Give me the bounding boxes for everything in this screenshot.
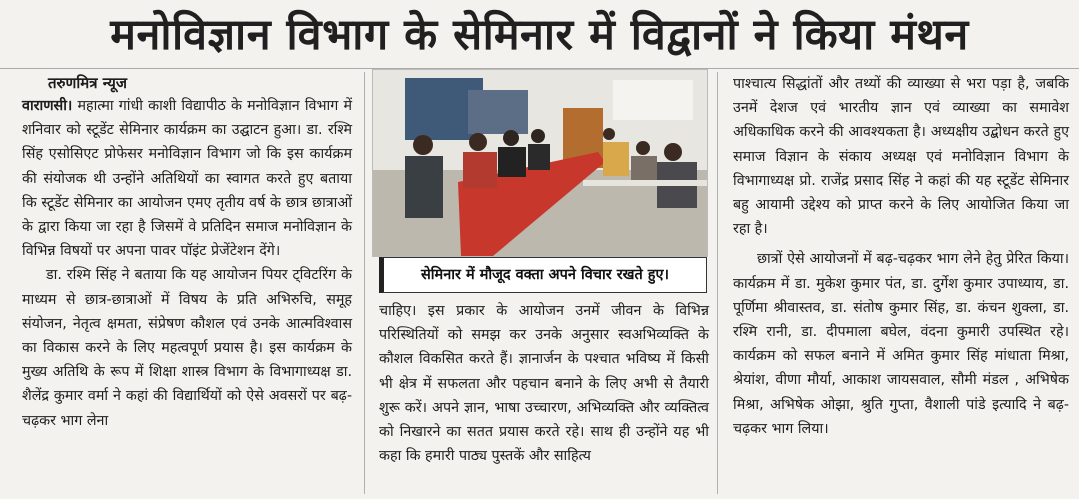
column-rule-1 [364, 72, 365, 494]
paragraph-3: चाहिए। इस प्रकार के आयोजन उनमें जीवन के विभिन्न परिस्थितियों को समझ कर उनके अनुसार स्वअभिव्यक्ति के कौशल विकसित करते हैं। ज्ञानार्जन के पश्चात भविष्य में किसी भी क्षेत्र में सफलता और पहचान बनाने के लिए अभी से तैयारी शुरू करें। अपने ज्ञान, भाषा उच्चारण, अभिव्यक्ति और व्यक्तित्व को निखारने का सतत प्रयास करते रहे। साथ ही उन्होंने यह भी कहा कि हमारी पाठ्य पुस्तकें और साहित्य [379, 303, 709, 465]
headline: मनोविज्ञान विभाग के सेमिनार में विद्वानों ने किया मंथन [110, 10, 969, 60]
article-column-2 [379, 299, 709, 468]
paragraph-2: डा. रश्मि सिंह ने बताया कि यह आयोजन पियर ट्विटरिंग के माध्यम से छात्र-छात्राओं में विषय के प्रति अभिरुचि, समूह संयोजन, नेतृत्व क्षमता, संप्रेषण कौशल एवं उनके आत्मविश्वास का विकास करने के लिए महत्वपूर्ण प्रयास है। इस कार्यक्रम के मुख्य अतिथि के रूप में शिक्षा शास्त्र विभाग के विभागाध्यक्ष डा. शैलेंद्र कुमार वर्मा ने कहां की विद्यार्थियों को ऐसे अवसरों पर बढ़-चढ़कर भाग लेना [22, 267, 352, 429]
byline: तरुणमित्र न्यूज [48, 74, 127, 92]
seminar-photo [372, 69, 708, 257]
article-column-3 [733, 72, 1069, 441]
paragraph-1-text: महात्मा गांधी काशी विद्यापीठ के मनोविज्ञान विभाग में शनिवार को स्टूडेंट सेमिनार कार्यक्रम का उद्घाटन हुआ। डा. रश्मि सिंह एसोसिएट प्रोफेसर मनोविज्ञान विभाग जो कि इस कार्यक्रम की संयोजक थी उन्होंने अतिथियों का स्वागत करते हुए बताया कि स्टूडेंट सेमिनार का आयोजन एमए तृतीय वर्ष के छात्र छात्राओं के द्वारा किया जा रहा है जिसमें वे प्रतिदिन समाज मनोविज्ञान के विभिन्न विषयों पर अपना पावर पॉइंट प्रेजेंटेशन देंगे। [22, 98, 352, 260]
dateline: वाराणसी। [22, 98, 73, 114]
article-column-1 [22, 72, 352, 433]
paragraph-5: छात्रों ऐसे आयोजनों में बढ़-चढ़कर भाग लेने हेतु प्रेरित किया। कार्यक्रम में डा. मुकेश कुमार पंत, डा. दुर्गेश कुमार उपाध्याय, डा. पूर्णिमा श्रीवास्तव, डा. संतोष कुमार सिंह, डा. कंचन शुक्ला, डा. रश्मि रानी, डा. दीपमाला बघेल, वंदना कुमारी उपस्थित रहे। कार्यक्रम को सफल बनाने में अमित कुमार सिंह मांधाता मिश्रा, श्रेयांश, वीणा मौर्या, आकाश जायसवाल, सौमी मंडल , अभिषेक मिश्रा, अभिषेक ओझा, श्रुति गुप्ता, वैशाली पांडे इत्यादि ने बढ़-चढ़कर भाग लिया। [733, 251, 1069, 437]
column-rule-2 [717, 72, 718, 494]
paragraph-1 [22, 94, 352, 263]
paragraph-4: पाश्चात्य सिद्धांतों और तथ्यों की व्याख्या से भरा पड़ा है, जबकि उनमें देशज एवं भारतीय ज्ञान एवं व्याख्या का समावेश अधिकाधिक करने की आवश्यकता है। अध्यक्षीय उद्बोधन करते हुए समाज विज्ञान के संकाय अध्यक्ष एवं मनोविज्ञान विभाग के विभागाध्यक्ष प्रो. राजेंद्र प्रसाद सिंह ने कहां की यह स्टूडेंट सेमिनार बहु आयामी उद्देश्य को प्राप्त करने के लिए आयोजित किया जा रहा है। [733, 76, 1069, 238]
photo-caption: सेमिनार में मौजूद वक्ता अपने विचार रखते हुए। [379, 257, 707, 293]
